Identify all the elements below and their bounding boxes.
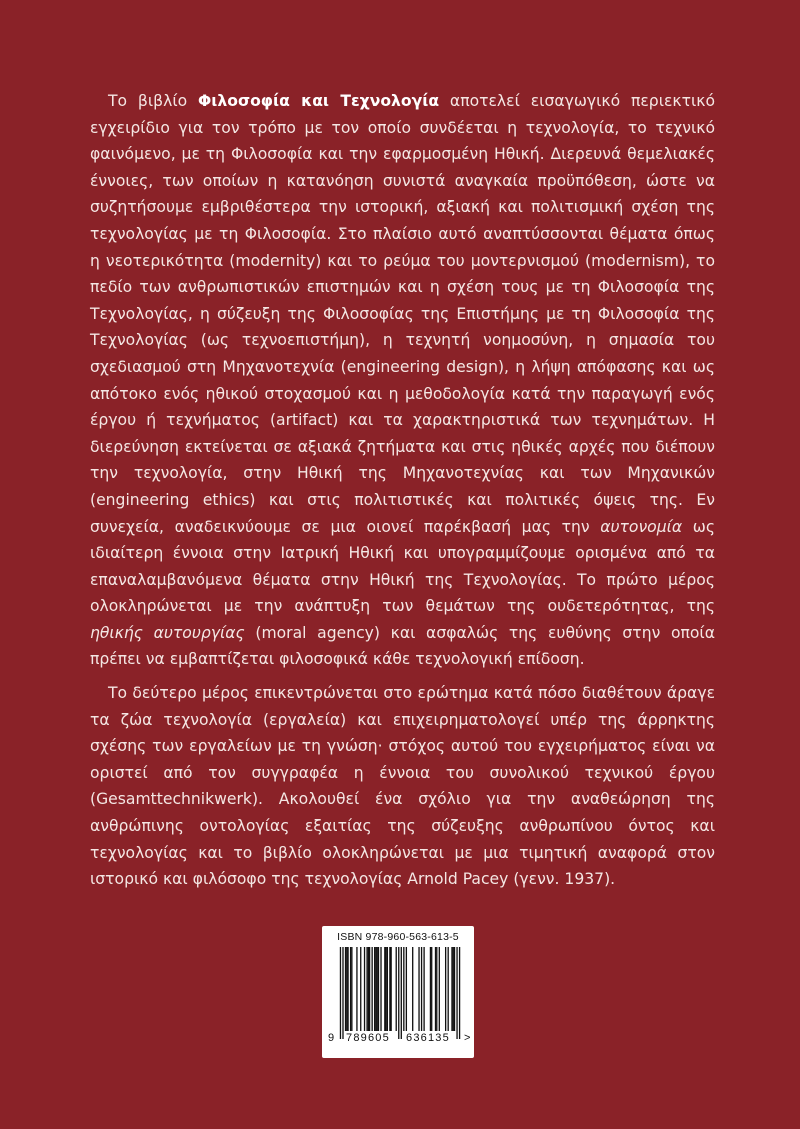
blurb-p1-text-a: αποτελεί εισαγωγικό περιεκτικό εγχειρίδιο για τον τρόπο με τον οποίο συνδέεται η τεχνολογία, το τεχνικό φαινόμενο, με τη Φιλοσοφία και την εφαρμοσμένη Ηθική. Διερευνά θεμελιακές έννοιες, των οποίων η κατανόηση συνιστά αναγκαία προϋπόθεση, ώστε να συζητήσουμε εμβριθέστερα την ιστορική, αξιακή και πολιτισμική σχέση της τεχνολογίας με τη Φιλοσοφία. Στο πλαίσιο αυτό αναπτύσσονται θέματα όπως η νεοτερικότητα (modernity) και το ρεύμα του μοντερνισμού (modernism), το πεδίο των ανθρωπιστικών επιστημών και η σχέση τους με τη Φιλοσοφία της Τεχνολογίας, η σύζευξη της Φιλοσοφίας της Επιστήμης με τη Φιλοσοφία της Τεχνολογίας (ως τεχνοεπιστήμη), η τεχνητή νοημοσύνη, η σημασία του σχεδιασμού στη Μηχανοτεχνία (engineering design), η λήψη απόφασης και ως απότοκο ενός ηθικού στοχασμού και η μεθοδολογία κατά την παραγωγή ενός έργου ή τεχνήματος (artifact) και τα χαρακτηριστικά των τεχνημάτων. Η διερεύνηση εκτείνεται σε αξιακά ζητήματα και στις ηθικές αρχές που διέπουν την τεχνολογία, στην Ηθική της Μηχανοτεχνίας και των Μηχανικών (engineering ethics) και στις πολιτιστικές και πολιτικές όψεις της. Εν συνεχεία, αναδεικνύουμε σε μια οιονεί παρέκβασή μας την <box>90 92 715 536</box>
barcode-bar <box>356 947 357 1031</box>
barcode-bar <box>403 947 404 1031</box>
barcode-bars <box>336 947 464 1043</box>
barcode-bar <box>387 947 388 1031</box>
barcode-bar <box>351 947 352 1031</box>
barcode-bar <box>401 947 402 1039</box>
barcode-digit-group-1: 789605 <box>346 1032 390 1044</box>
barcode-bar <box>456 947 457 1039</box>
barcode-bar <box>436 947 437 1031</box>
blurb-p1-emphasis-autonomy: αυτονομία <box>600 517 683 536</box>
barcode-bar <box>342 947 343 1039</box>
barcode-quiet-zone-mark: > <box>464 1032 471 1044</box>
barcode-bar <box>453 947 454 1031</box>
barcode-bar <box>389 947 390 1031</box>
barcode-bar <box>430 947 431 1031</box>
barcode-bar <box>377 947 378 1031</box>
barcode-bar <box>364 947 365 1031</box>
barcode-bar <box>378 947 379 1031</box>
barcode-bar <box>347 947 348 1031</box>
barcode-bar <box>375 947 376 1031</box>
barcode-bar <box>371 947 372 1031</box>
barcode-bar <box>380 947 381 1031</box>
barcode-bar <box>412 947 413 1031</box>
barcode-bar <box>418 947 419 1031</box>
barcode-bar <box>439 947 440 1031</box>
isbn-barcode <box>322 926 474 1058</box>
barcode-bar <box>345 947 346 1031</box>
barcode-bar <box>423 947 424 1031</box>
barcode-digits <box>322 1032 474 1048</box>
barcode-bar <box>445 947 446 1031</box>
book-title: Φιλοσοφία και Τεχνολογία <box>198 92 440 110</box>
barcode-bar <box>448 947 449 1031</box>
blurb-p1-lead: Το βιβλίο <box>108 92 199 110</box>
barcode-bar <box>431 947 432 1031</box>
blurb-p1-text-c: (moral agency) και ασφαλώς της ευθύνης στην οποία πρέπει να εμβαπτίζεται φιλοσοφικά κάθε τεχνολογική επίδοση. <box>90 623 715 669</box>
barcode-lead-digit: 9 <box>328 1032 335 1044</box>
barcode-bar <box>384 947 385 1031</box>
barcode-bar <box>390 947 391 1031</box>
barcode-bar <box>406 947 407 1031</box>
barcode-bar <box>396 947 397 1031</box>
isbn-label: ISBN 978-960-563-613-5 <box>337 931 459 943</box>
blurb-p1-emphasis-moral-agency: ηθικής αυτουργίας <box>90 623 245 642</box>
barcode-bar <box>360 947 361 1031</box>
barcode-bar <box>398 947 399 1039</box>
barcode-bar <box>366 947 367 1031</box>
blurb-paragraph-2: Το δεύτερο μέρος επικεντρώνεται στο ερώτημα κατά πόσο διαθέτουν άραγε τα ζώα τεχνολογία (εργαλεία) και επιχειρηματολογεί υπέρ της άρρηκτης σχέσης των εργαλείων με τη γνώση· στόχος αυτού του εγχειρήματος είναι να οριστεί από τον συγγραφέα η έννοια του συνολικού τεχνικού έργου (Gesamttechnikwerk). Ακολουθεί ένα σχόλιο για την αναθεώρηση της ανθρώπινης οντολογίας εξαιτίας της σύζευξης ανθρωπίνου όντος και τεχνολογίας και το βιβλίο ολοκληρώνεται με μια τιμητική αναφορά στον ιστορικό και φιλόσοφο της τεχνολογίας Arnold Pacey (γενν. 1937). <box>90 684 715 889</box>
barcode-bar <box>385 947 386 1031</box>
blurb-p1-text-b: ως ιδιαίτερη έννοια στην Ιατρική Ηθική και υπογραμμίζουμε ορισμένα από τα επαναλαμβανόμενα θέματα στην Ηθική της Τεχνολογίας. Το πρώτο μέρος ολοκληρώνεται με την ανάπτυξη των θεμάτων της ουδετερότητας, της <box>90 517 715 616</box>
barcode-bar <box>451 947 452 1031</box>
barcode-bar <box>369 947 370 1031</box>
barcode-digit-group-2: 636135 <box>406 1032 450 1044</box>
barcode-bar <box>459 947 460 1039</box>
blurb-paragraph-1 <box>90 88 715 673</box>
back-cover-blurb <box>90 88 715 893</box>
barcode-bar <box>435 947 436 1031</box>
barcode-bar <box>454 947 455 1031</box>
barcode-bar <box>340 947 341 1039</box>
barcode-bar <box>374 947 375 1031</box>
barcode-bar <box>346 947 347 1031</box>
barcode-bar <box>368 947 369 1031</box>
barcode-bar <box>350 947 351 1031</box>
barcode-bar <box>421 947 422 1031</box>
